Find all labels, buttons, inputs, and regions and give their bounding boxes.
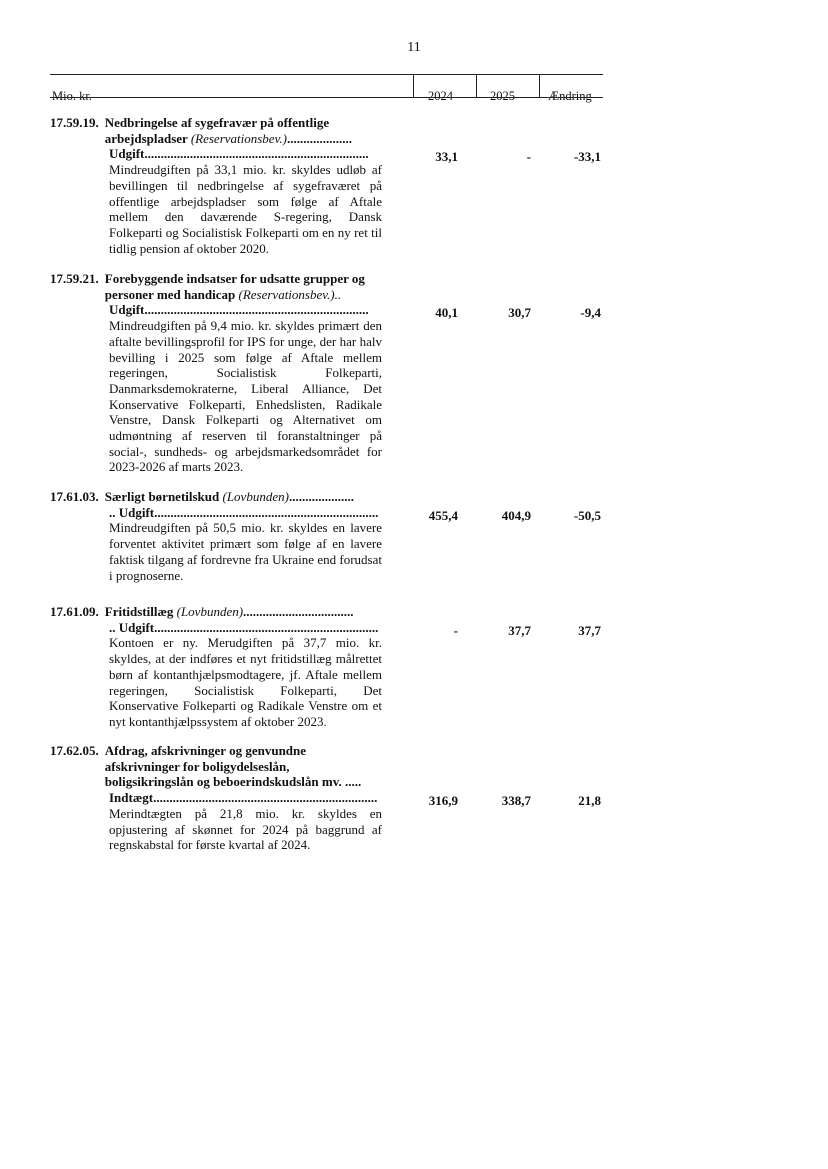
type-note: (Lovbunden) — [176, 604, 244, 619]
header-top-rule — [50, 74, 603, 75]
entry-description: Mindreudgiften på 33,1 mio. kr. skyldes udløb af bevillingen til nedbringelse af sygefraværet på offentlige arbejdspladser som følge af Aftale mellem den daværende S-regering, Dansk Folkeparti og Socialistisk Folkeparti om en ny ret til tidlig pension af oktober 2020. — [109, 162, 382, 256]
line-label: Udgift..................................................................... — [109, 146, 369, 162]
column-header-2025: 2025 — [490, 89, 515, 103]
column-header-2024: 2024 — [428, 89, 453, 103]
account-title: Særligt børnetilskud (Lovbunden).................... — [104, 489, 354, 504]
table-header — [0, 0, 828, 110]
budget-entry — [50, 604, 610, 730]
entry-values — [390, 508, 610, 524]
entry-description: Mindreudgiften på 50,5 mio. kr. skyldes en lavere forventet aktivitet primært som følge af en lavere faktisk tilgang af fordrevne fra Ukraine end forudsat i prognoserne. — [109, 520, 382, 583]
entry-values — [390, 149, 610, 165]
account-code: 17.62.05. — [50, 743, 99, 758]
value-2024: - — [453, 623, 458, 638]
header-strike-rule — [50, 97, 603, 98]
page-number: 11 — [407, 40, 421, 55]
value-2024: 40,1 — [435, 305, 458, 320]
unit-label: Mio. kr. — [52, 89, 92, 103]
budget-entry — [50, 489, 610, 583]
column-divider — [539, 74, 540, 98]
column-divider — [413, 74, 414, 98]
column-divider — [476, 74, 477, 98]
account-title-text: Forebyggende indsatser for udsatte grupper og personer med handicap — [104, 271, 365, 302]
line-label: .. Udgift..................................................................... — [109, 504, 379, 520]
value-2025: 338,7 — [501, 793, 531, 808]
account-title: Fritidstillæg (Lovbunden).................................. — [104, 604, 354, 619]
entry-values — [390, 793, 610, 809]
line-label: Udgift..................................................................... — [109, 302, 369, 318]
value-change: -9,4 — [580, 305, 601, 320]
type-note: (Reservationsbev.).. — [238, 286, 342, 302]
type-note: (Lovbunden) — [222, 489, 289, 504]
type-note: (Reservationsbev.) — [190, 130, 287, 146]
value-2024: 33,1 — [435, 149, 458, 164]
account-title-text: Fritidstillæg — [104, 604, 174, 619]
line-label-text: Udgift — [109, 146, 145, 162]
entry-description: Mindreudgiften på 9,4 mio. kr. skyldes primært den aftalte bevillingsprofil for IPS for unge, der har halv bevilling i 2025 som følge af Aftale mellem regeringen, Socialistisk Folkeparti, Danmarksdemokraterne, Liberal Alliance, Det Konservative Folkeparti, Enhedslisten, Radikale Venstre, Dansk Folkeparti og Alternativet om udmøntning af reserven til foranstaltninger på social-, sundheds- og arbejdsmarkedsområdet for 2023-2026 af marts 2023. — [109, 318, 382, 475]
budget-entry — [50, 115, 610, 256]
value-change: -33,1 — [573, 149, 601, 164]
account-title-text: Nedbringelse af sygefravær på offentlige arbejdspladser — [104, 115, 330, 146]
account-code: 17.59.21. — [50, 271, 99, 286]
line-label-text: .. Udgift — [109, 619, 155, 635]
account-code: 17.61.03. — [50, 489, 99, 504]
account-title — [105, 271, 375, 302]
value-2024: 316,9 — [428, 793, 458, 808]
entry-values — [390, 623, 610, 639]
value-2024: 455,4 — [428, 508, 458, 523]
account-code: 17.61.09. — [50, 604, 99, 619]
value-change: 37,7 — [578, 623, 601, 638]
entry-values — [390, 305, 610, 321]
line-label-text: Indtægt — [109, 790, 154, 806]
line-label: .. Udgift..................................................................... — [109, 619, 379, 635]
entry-description: Merindtægten på 21,8 mio. kr. skyldes en opjustering af skønnet for 2024 på baggrund af regnskabstal for første kvartal af 2024. — [109, 805, 382, 853]
account-title-text: Afdrag, afskrivninger og genvundne afskrivninger for boligydelseslån, boligsikringslån og beboerindskudslån mv. — [104, 743, 342, 790]
value-change: 21,8 — [578, 793, 601, 808]
line-label-text: Udgift — [109, 302, 145, 318]
account-title: Afdrag, afskrivninger og genvundne afskrivninger for boligydelseslån, boligsikringslån og beboerindskudslån mv. ..... — [104, 743, 362, 790]
value-change: -50,5 — [573, 508, 601, 523]
line-label-text: .. Udgift — [109, 504, 155, 520]
value-2025: 404,9 — [501, 508, 531, 523]
account-title: Nedbringelse af sygefravær på offentlige arbejdspladser (Reservationsbev.).................... — [104, 115, 352, 146]
value-2025: - — [526, 149, 531, 164]
value-2025: 30,7 — [508, 305, 531, 320]
account-code: 17.59.19. — [50, 115, 99, 130]
budget-entry — [50, 271, 610, 475]
value-2025: 37,7 — [508, 623, 531, 638]
budget-entry — [50, 743, 610, 853]
entry-description: Kontoen er ny. Merudgiften på 37,7 mio. kr. skyldes, at der indføres et nyt fritidstillæg målrettet børn af kontanthjælpsmodtagere, jf. Aftale mellem regeringen, Socialistisk Folkeparti, Det Konservative Folkeparti og Radikale Venstre om et nyt kontanthjælpssystem af oktober 2023. — [109, 635, 382, 729]
column-header-change: Ændring — [548, 89, 592, 103]
account-title-text: Særligt børnetilskud — [104, 489, 220, 504]
line-label: Indtægt..................................................................... — [109, 790, 378, 806]
